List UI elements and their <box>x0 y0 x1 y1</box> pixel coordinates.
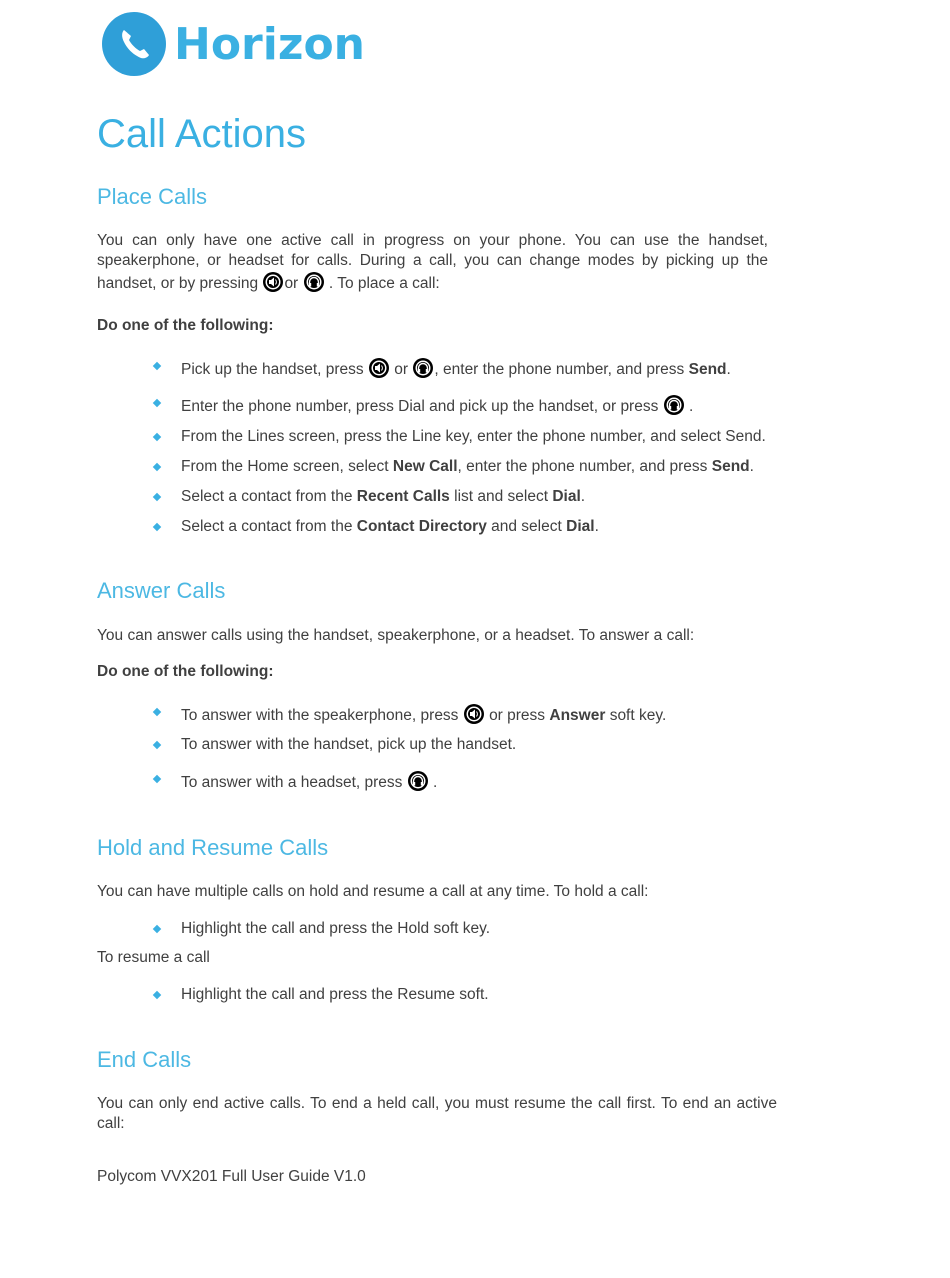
list-item: Enter the phone number, press Dial and pick up the handset, or press . <box>181 394 693 416</box>
bullet-icon <box>153 362 161 370</box>
intro-or: or <box>284 275 299 292</box>
place-calls-intro <box>97 231 768 294</box>
do-one-label-2: Do one of the following: <box>97 663 274 680</box>
list-item: Select a contact from the Contact Directory and select Dial. <box>181 518 599 536</box>
list-item: Highlight the call and press the Hold soft key. <box>181 920 490 938</box>
headset-icon <box>303 271 325 293</box>
bullet-icon <box>153 925 161 933</box>
hold-intro: You can have multiple calls on hold and resume a call at any time. To hold a call: <box>97 883 649 900</box>
do-one-label-1: Do one of the following: <box>97 317 274 334</box>
page-footer: Polycom VVX201 Full User Guide V1.0 <box>97 1168 366 1185</box>
speakerphone-icon <box>463 703 485 725</box>
section-heading-place-calls: Place Calls <box>97 184 208 209</box>
headset-icon <box>412 357 434 379</box>
phone-handset-icon <box>102 12 166 76</box>
speakerphone-icon <box>368 357 390 379</box>
logo-text: Horizon <box>174 18 365 70</box>
bullet-icon <box>153 463 161 471</box>
list-item: To answer with the speakerphone, press or press Answer soft key. <box>181 703 666 725</box>
list-item: Highlight the call and press the Resume soft. <box>181 986 489 1004</box>
section-heading-answer-calls: Answer Calls <box>97 578 226 603</box>
page-title: Call Actions <box>97 112 306 156</box>
list-item: From the Home screen, select New Call, enter the phone number, and press Send. <box>181 458 754 476</box>
list-item: To answer with the handset, pick up the handset. <box>181 736 516 754</box>
bullet-icon <box>153 493 161 501</box>
list-item: Pick up the handset, press or , enter the phone number, and press Send. <box>181 357 731 379</box>
section-heading-end-calls: End Calls <box>97 1047 192 1072</box>
bullet-icon <box>153 741 161 749</box>
section-heading-hold-resume: Hold and Resume Calls <box>97 835 329 860</box>
headset-icon <box>663 394 685 416</box>
bullet-icon <box>153 433 161 441</box>
answer-calls-intro: You can answer calls using the handset, speakerphone, or a headset. To answer a call: <box>97 627 695 644</box>
bullet-icon <box>153 991 161 999</box>
bullet-icon <box>153 775 161 783</box>
intro-text: You can only have one active call in progress on your phone. You can use the handset, speakerphone, or headset for calls. During a call, you can change modes by picking up the handset, or by pressing <box>97 232 768 292</box>
end-calls-intro: You can only end active calls. To end a held call, you must resume the call first. To end an active call: <box>97 1095 777 1132</box>
list-item: From the Lines screen, press the Line key, enter the phone number, and select Send. <box>181 428 766 446</box>
speakerphone-icon <box>262 271 284 293</box>
resume-label: To resume a call <box>97 949 210 966</box>
headset-icon <box>407 770 429 792</box>
bullet-icon <box>153 399 161 407</box>
bullet-icon <box>153 708 161 716</box>
list-item: Select a contact from the Recent Calls list and select Dial. <box>181 488 585 506</box>
list-item: To answer with a headset, press . <box>181 770 437 792</box>
horizon-logo <box>102 12 365 76</box>
bullet-icon <box>153 523 161 531</box>
intro-end: . To place a call: <box>328 275 440 292</box>
